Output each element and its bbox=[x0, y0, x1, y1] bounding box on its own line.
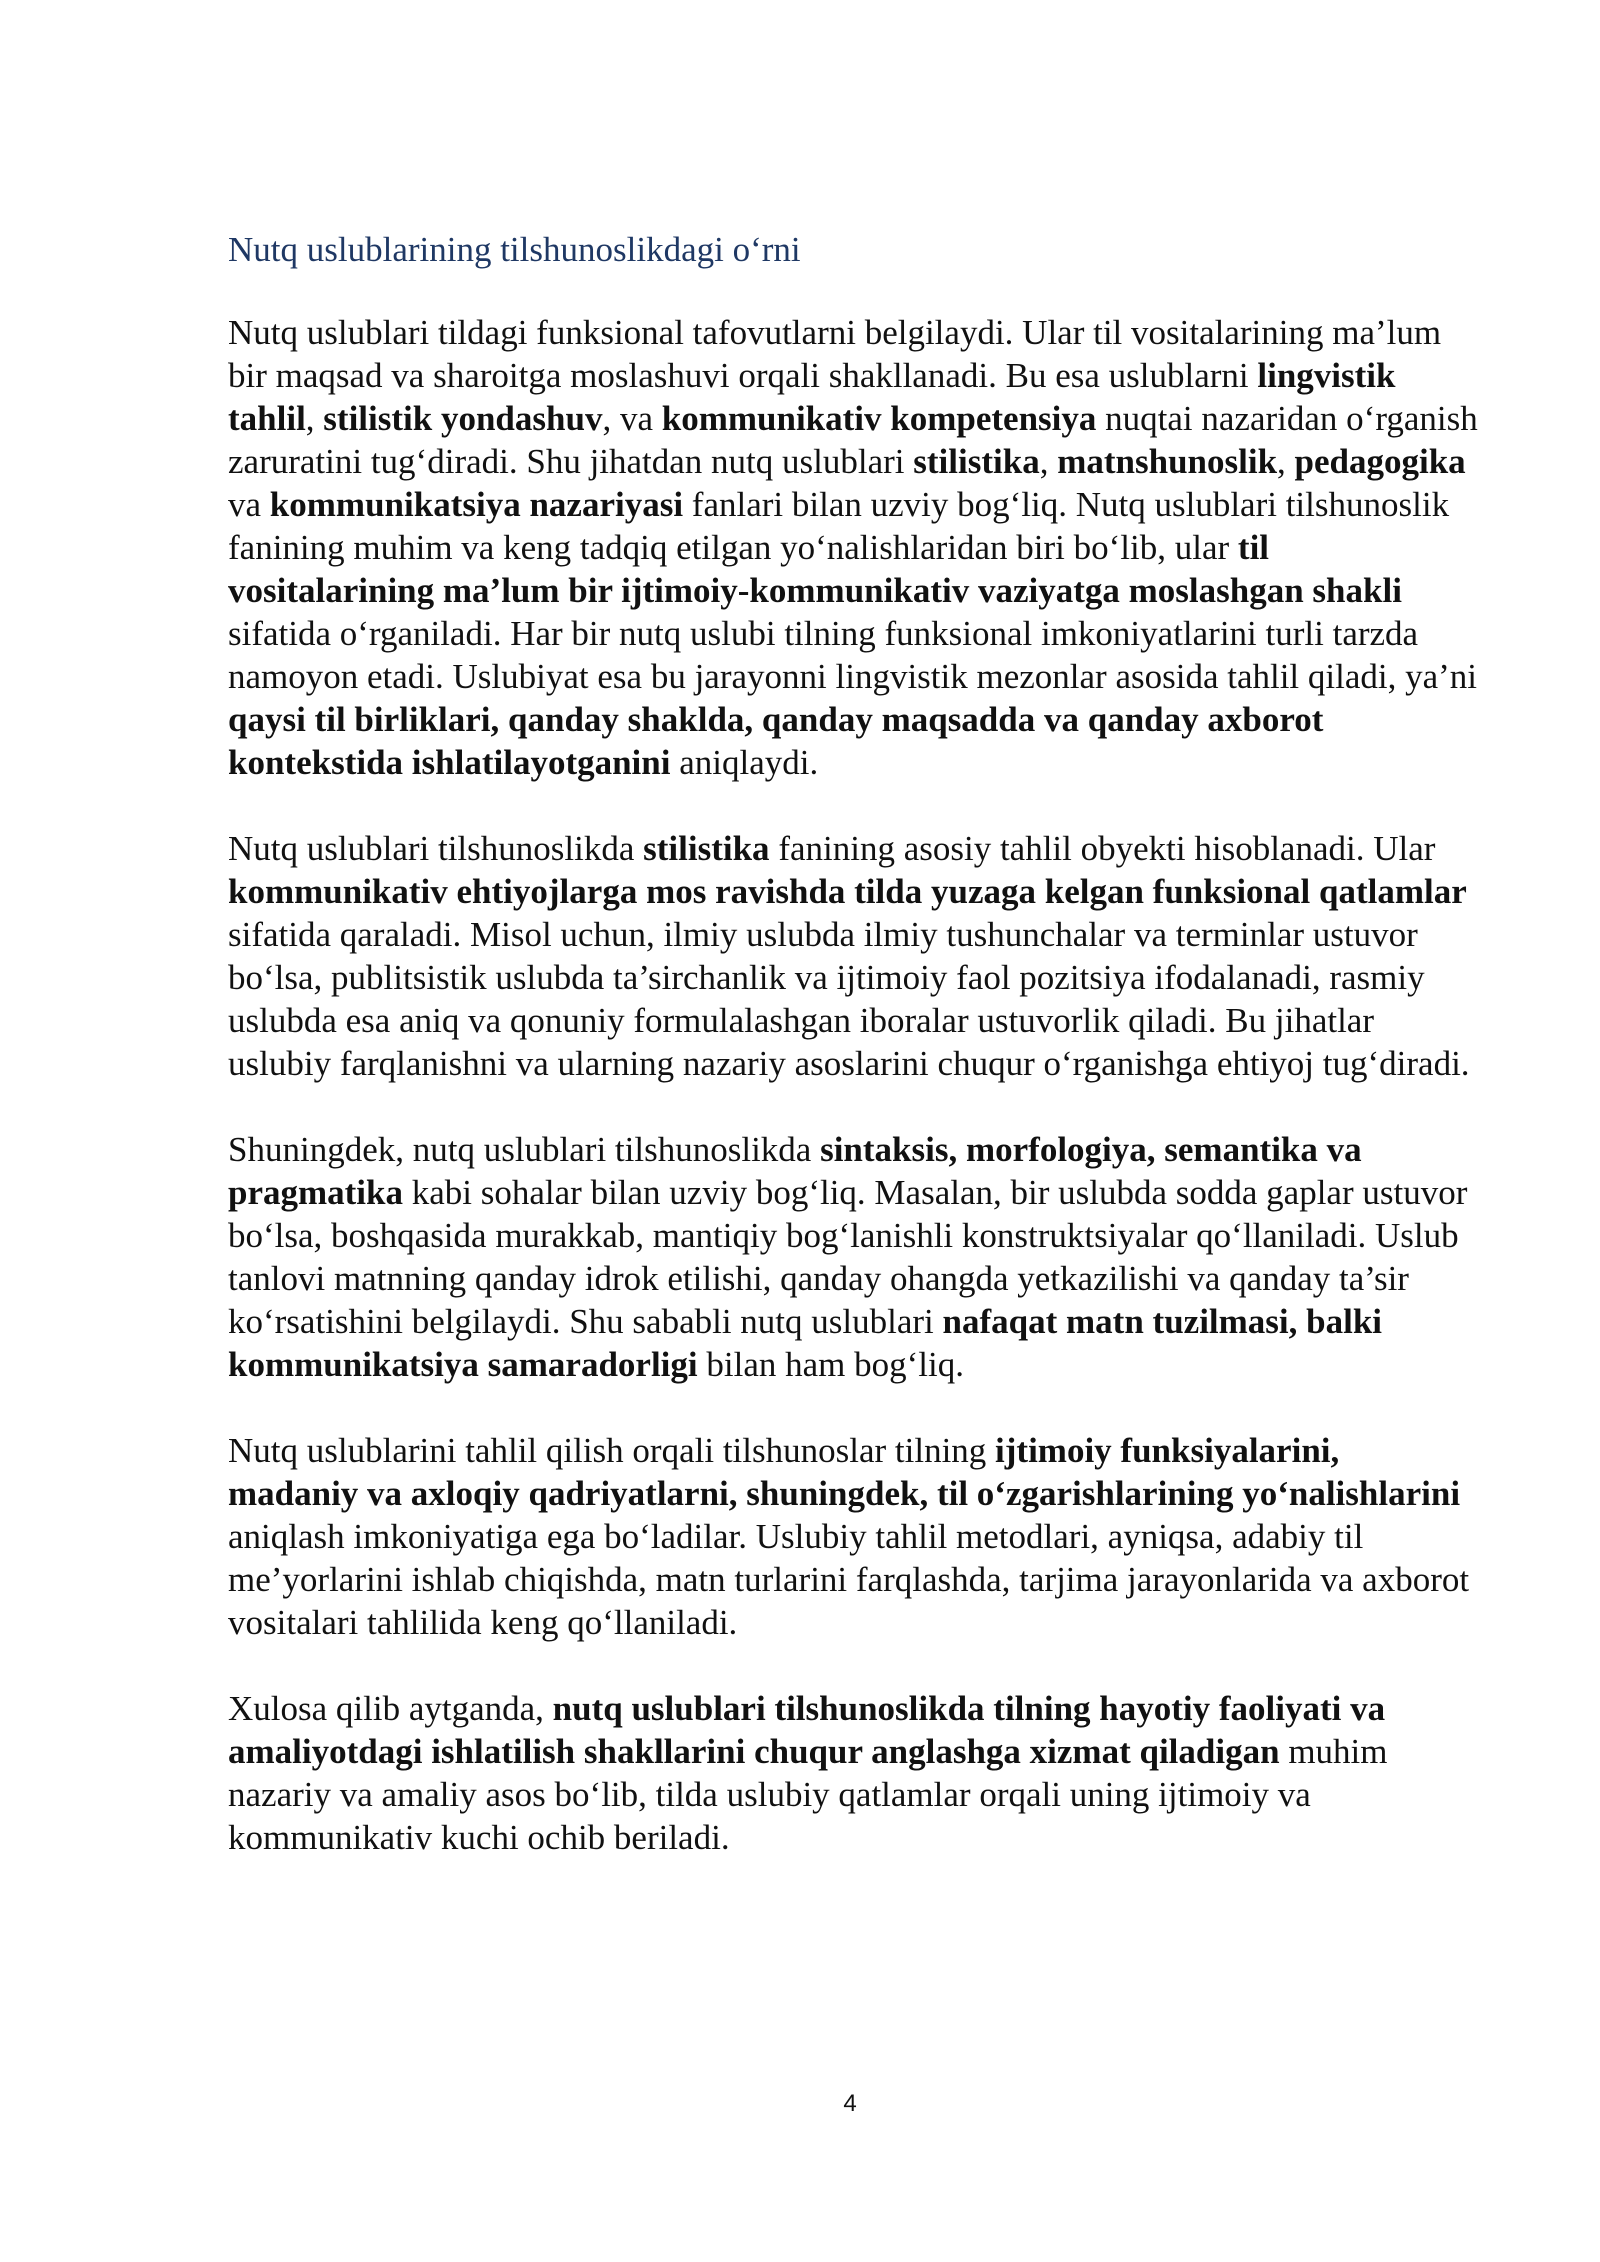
text-run: sifatida qaraladi. Misol uchun, ilmiy uslubda ilmiy tushunchalar va terminlar ustuvor bo‘lsa, publitsistik uslubda ta’sirchanlik va ijtimoiy faol pozitsiya ifodalanadi, rasmiy uslubda esa aniq va qonuniy formulalashgan iboralar ustuvorlik qiladi. Bu jihatlar uslubiy farqlanishni va ularning nazariy asoslarini chuqur o‘rganishga ehtiyoj tug‘diradi. bbox=[228, 915, 1470, 1083]
text-run: , bbox=[1039, 442, 1058, 481]
text-run: muhim nazariy va amaliy asos bo‘lib, tilda uslubiy qatlamlar orqali uning ijtimoiy va kommunikativ kuchi ochib beriladi. bbox=[228, 1732, 1388, 1857]
bold-text-run: matnshunoslik bbox=[1057, 442, 1278, 481]
bold-text-run: stilistika bbox=[913, 442, 1040, 481]
bold-text-run: pedagogika bbox=[1294, 442, 1466, 481]
text-run: Nutq uslublari tilshunoslikda bbox=[228, 829, 644, 868]
text-run: , va bbox=[602, 399, 662, 438]
paragraph bbox=[228, 827, 1478, 1085]
text-run: sifatida o‘rganiladi. Har bir nutq uslubi tilning funksional imkoniyatlarini turli tarzda namoyon etadi. Uslubiyat esa bu jarayonni lingvistik mezonlar asosida tahlil qiladi, ya’ni bbox=[228, 614, 1478, 696]
bold-text-run: stilistika bbox=[643, 829, 770, 868]
text-run: aniqlash imkoniyatiga ega bo‘ladilar. Uslubiy tahlil metodlari, ayniqsa, adabiy til me’yorlarini ishlab chiqishda, matn turlarini farqlashda, tarjima jarayonlarida va axborot vositalari tahlilida keng qo‘llaniladi. bbox=[228, 1517, 1470, 1642]
body-text bbox=[228, 311, 1478, 1859]
text-run: , bbox=[1277, 442, 1295, 481]
text-run: Shuningdek, nutq uslublari tilshunoslikda bbox=[228, 1130, 821, 1169]
text-run: nuqtai nazaridan o‘rganish zaruratini tug‘diradi. Shu jihatdan nutq uslublari bbox=[228, 399, 1478, 481]
bold-text-run: til vositalarining ma’lum bir ijtimoiy-kommunikativ vaziyatga moslashgan shakli bbox=[228, 528, 1402, 610]
text-run: kabi sohalar bilan uzviy bog‘liq. Masalan, bir uslubda sodda gaplar ustuvor bo‘lsa, boshqasida murakkab, mantiqiy bog‘lanishli konstruktsiyalar qo‘llaniladi. Uslub tanlovi matnning qanday idrok etilishi, qanday ohangda yetkazilishi va qanday ta’sir ko‘rsatishini belgilaydi. Shu sababli nutq uslublari bbox=[228, 1173, 1468, 1341]
text-run: va bbox=[228, 485, 270, 524]
bold-text-run: kommunikativ kompetensiya bbox=[661, 399, 1097, 438]
bold-text-run: qaysi til birliklari, qanday shaklda, qanday maqsadda va qanday axborot kontekstida ishlatilayotganini bbox=[228, 700, 1324, 782]
bold-text-run: kommunikativ ehtiyojlarga mos ravishda tilda yuzaga kelgan funksional qatlamlar bbox=[228, 872, 1467, 911]
text-run: Xulosa qilib aytganda, bbox=[228, 1689, 553, 1728]
bold-text-run: sintaksis, morfologiya, semantika va pragmatika bbox=[228, 1130, 1362, 1212]
text-run: Nutq uslublari tildagi funksional tafovutlarni belgilaydi. Ular til vositalarining ma’lum bir maqsad va sharoitga moslashuvi orqali shakllanadi. Bu esa uslublarni bbox=[228, 313, 1442, 395]
paragraph bbox=[228, 1128, 1478, 1386]
paragraph bbox=[228, 1429, 1478, 1644]
page-content bbox=[228, 228, 1478, 1902]
text-run: fanlari bilan uzviy bog‘liq. Nutq uslublari tilshunoslik fanining muhim va keng tadqiq etilgan yo‘nalishlaridan biri bo‘lib, ular bbox=[228, 485, 1450, 567]
text-run: fanining asosiy tahlil obyekti hisoblanadi. Ular bbox=[769, 829, 1436, 868]
bold-text-run: nafaqat matn tuzilmasi, balki kommunikatsiya samaradorligi bbox=[228, 1302, 1383, 1384]
paragraph bbox=[228, 311, 1478, 784]
page-number: 4 bbox=[843, 2090, 857, 2117]
text-run: aniqlaydi. bbox=[670, 743, 819, 782]
text-run: Nutq uslublarini tahlil qilish orqali tilshunoslar tilning bbox=[228, 1431, 996, 1470]
text-run: bilan ham bog‘liq. bbox=[697, 1345, 964, 1384]
bold-text-run: stilistik yondashuv bbox=[323, 399, 603, 438]
bold-text-run: lingvistik tahlil bbox=[228, 356, 1396, 438]
bold-text-run: ijtimoiy funksiyalarini, madaniy va axloqiy qadriyatlarni, shuningdek, til o‘zgarishlarining yo‘nalishlarini bbox=[228, 1431, 1461, 1513]
bold-text-run: nutq uslublari tilshunoslikda tilning hayotiy faoliyati va amaliyotdagi ishlatilish shakllarini chuqur anglashga xizmat qiladigan bbox=[228, 1689, 1386, 1771]
paragraph bbox=[228, 1687, 1478, 1859]
page-title: Nutq uslublarining tilshunoslikdagi o‘rni bbox=[228, 230, 801, 269]
text-run: , bbox=[305, 399, 324, 438]
bold-text-run: kommunikatsiya nazariyasi bbox=[269, 485, 684, 524]
